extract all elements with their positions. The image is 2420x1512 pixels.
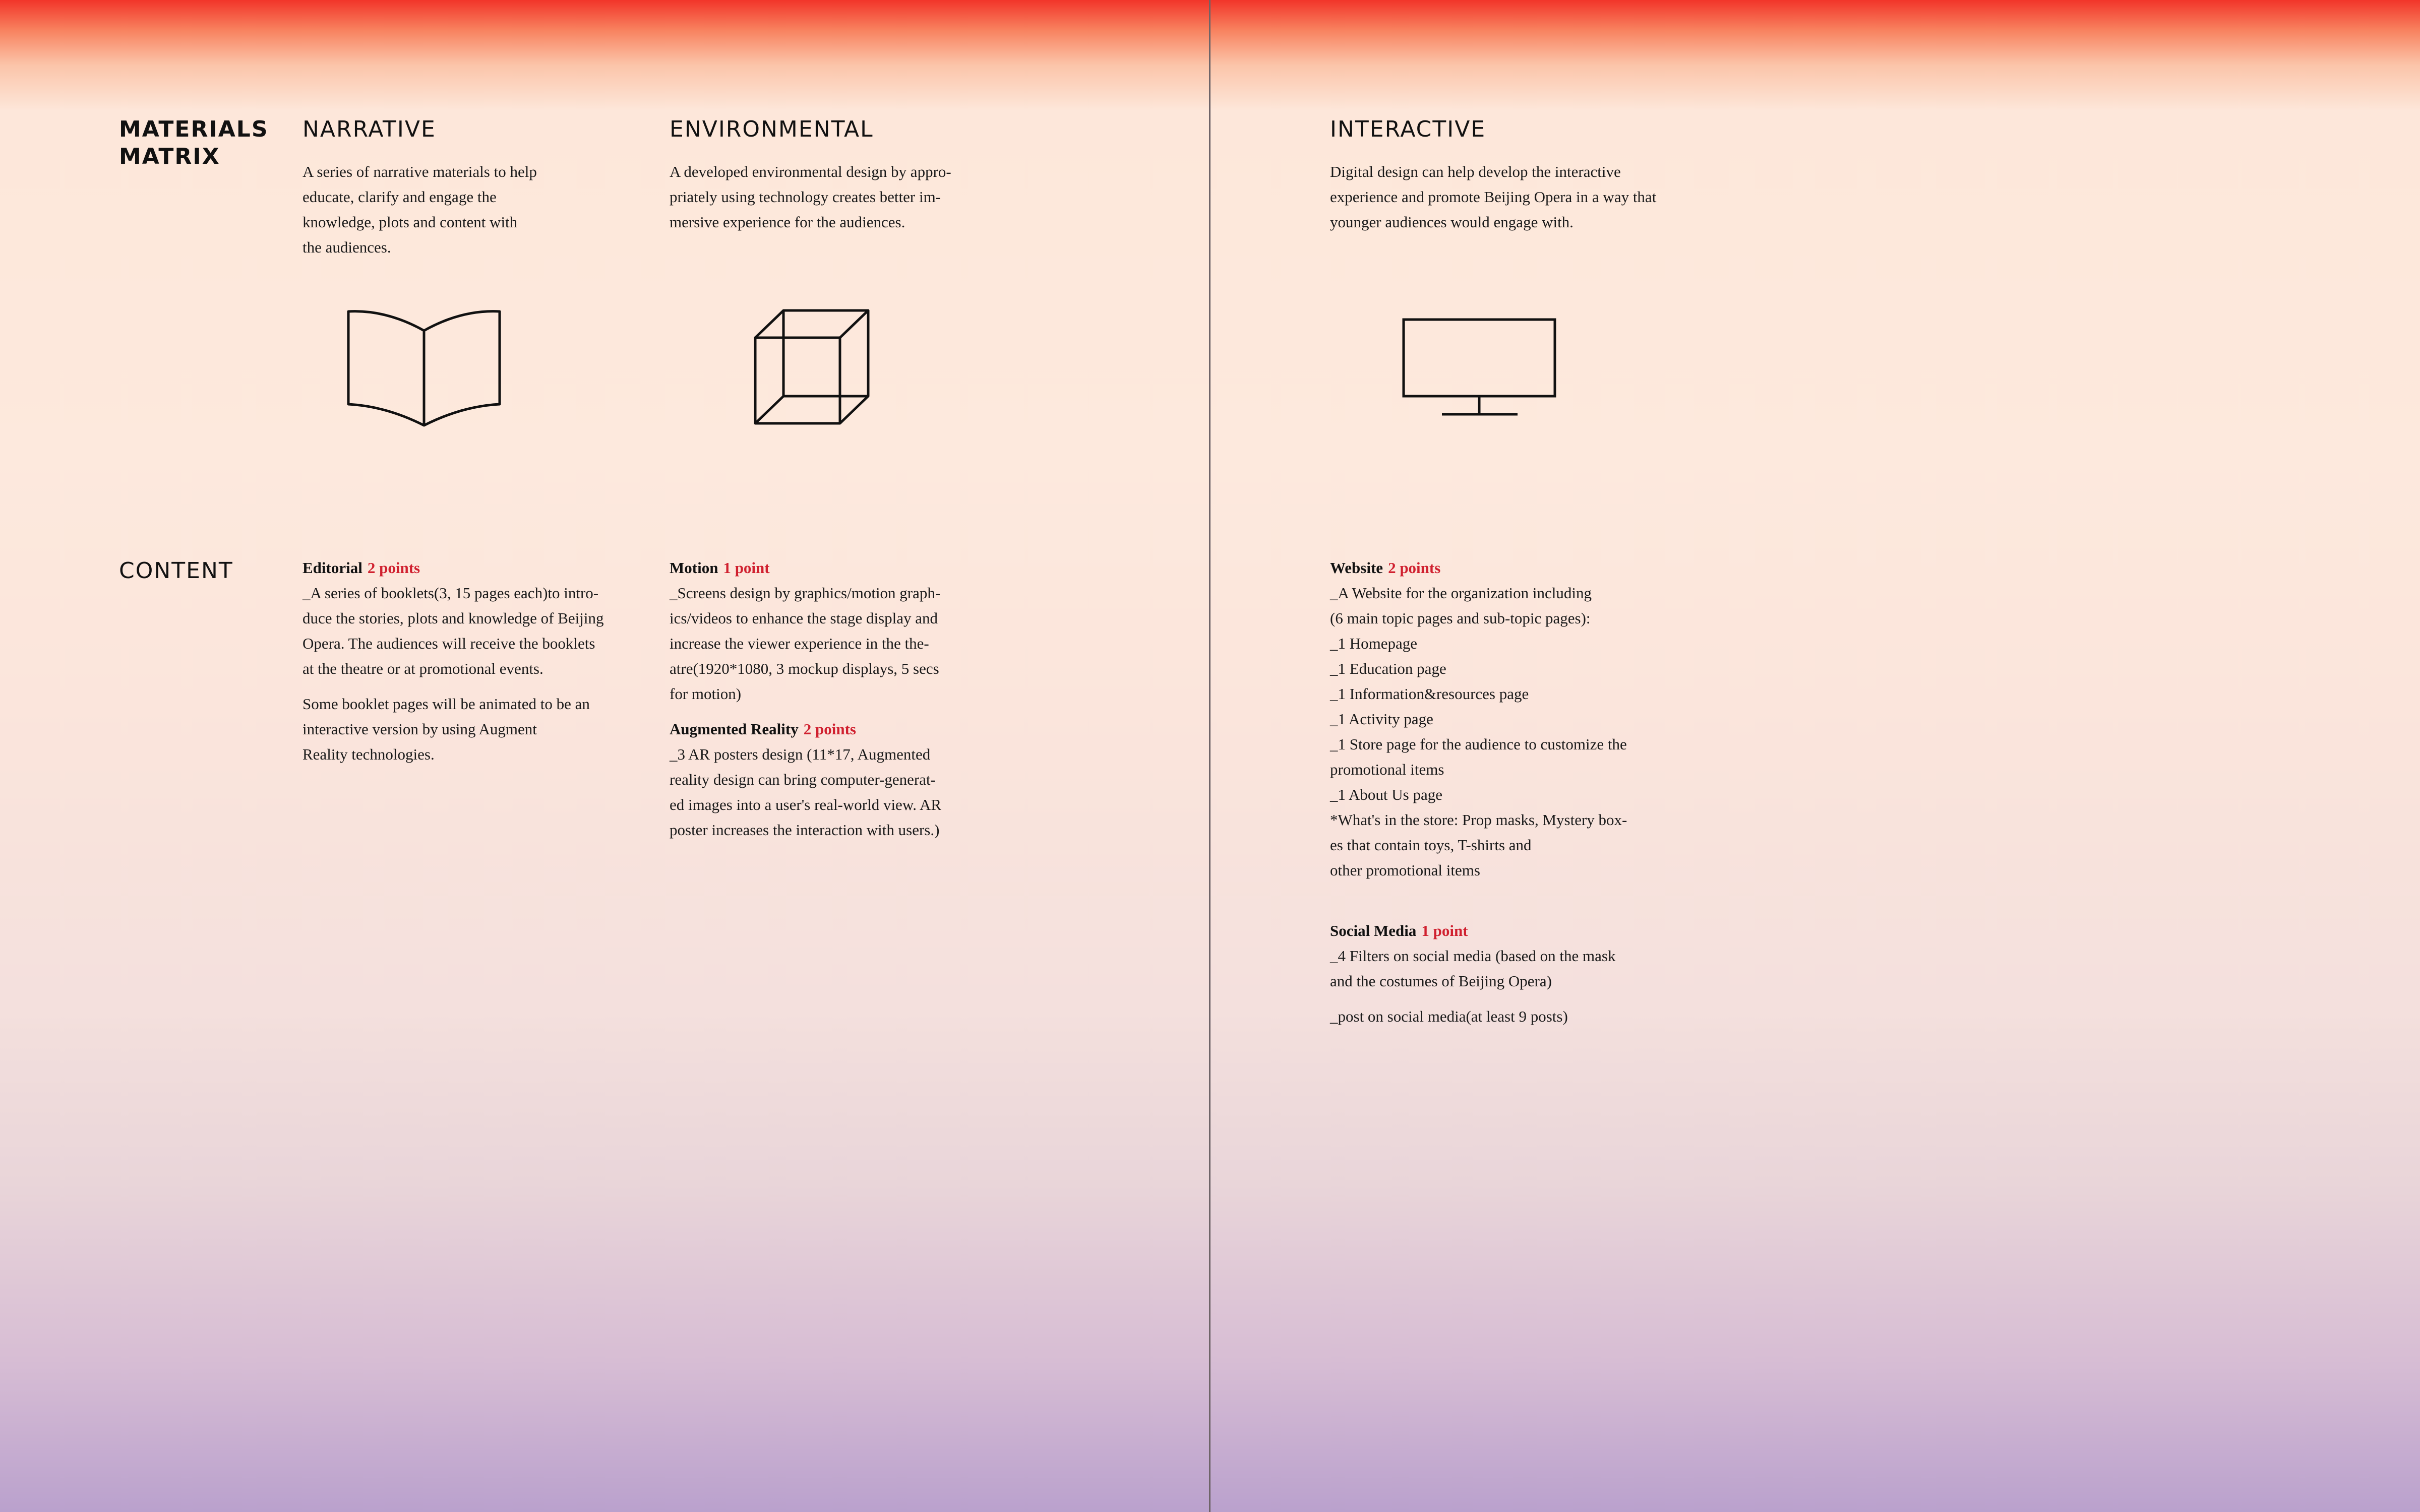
ar-line: ed images into a user's real-world view. AR (670, 796, 942, 813)
editorial-line: Reality technologies. (302, 745, 435, 763)
motion-title: Motion (670, 559, 718, 577)
ar-line: _3 AR posters design (11*17, Augmented (670, 745, 931, 763)
motion-points: 1 point (723, 559, 770, 577)
social-media-line: _4 Filters on social media (based on the mask (1330, 947, 1616, 965)
website-line: _A Website for the organization including (1330, 584, 1592, 602)
narrative-desc-line: A series of narrative materials to help (302, 163, 537, 180)
motion-section (670, 555, 1033, 843)
matrix-title-line2: MATRIX (119, 144, 220, 169)
website-line: promotional items (1330, 761, 1444, 778)
narrative-desc-line: the audiences. (302, 238, 391, 256)
interactive-heading: INTERACTIVE (1330, 116, 1486, 142)
ar-title: Augmented Reality (670, 720, 799, 738)
editorial-section (302, 555, 666, 767)
page-fold-divider (1209, 0, 1211, 1512)
website-section (1330, 555, 1743, 1029)
interactive-desc-line: experience and promote Beijing Opera in a way that (1330, 188, 1657, 206)
environmental-desc-line: priately using technology creates better im- (670, 188, 941, 206)
motion-line: _Screens design by graphics/motion graph- (670, 584, 941, 602)
website-line: _1 About Us page (1330, 786, 1443, 803)
website-line: _1 Activity page (1330, 710, 1433, 728)
website-points: 2 points (1388, 559, 1441, 577)
environmental-desc-line: mersive experience for the audiences. (670, 213, 905, 231)
editorial-line: Some booklet pages will be animated to be an (302, 695, 590, 713)
editorial-line: Opera. The audiences will receive the booklets (302, 635, 595, 652)
website-line: es that contain toys, T-shirts and (1330, 836, 1532, 854)
motion-line: atre(1920*1080, 3 mockup displays, 5 secs (670, 660, 939, 677)
social-media-points: 1 point (1421, 922, 1468, 939)
website-line: *What's in the store: Prop masks, Mystery box- (1330, 811, 1627, 829)
interactive-desc-line: younger audiences would engage with. (1330, 213, 1574, 231)
ar-line: reality design can bring computer-generat- (670, 771, 936, 788)
interactive-description (1330, 159, 1733, 235)
content-label: CONTENT (119, 558, 233, 584)
editorial-title: Editorial (302, 559, 362, 577)
social-media-line: _post on social media(at least 9 posts) (1330, 1007, 1568, 1025)
editorial-line: at the theatre or at promotional events. (302, 660, 543, 677)
website-line: _1 Information&resources page (1330, 685, 1529, 703)
website-line: _1 Education page (1330, 660, 1446, 677)
website-line: _1 Homepage (1330, 635, 1418, 652)
social-media-title: Social Media (1330, 922, 1417, 939)
environmental-heading: ENVIRONMENTAL (670, 116, 874, 142)
editorial-line: interactive version by using Augment (302, 720, 537, 738)
matrix-title (119, 116, 269, 170)
motion-line: increase the viewer experience in the the- (670, 635, 929, 652)
social-media-line: and the costumes of Beijing Opera) (1330, 972, 1552, 990)
narrative-heading: NARRATIVE (302, 116, 436, 142)
open-book-icon (346, 308, 502, 429)
website-line: other promotional items (1330, 861, 1480, 879)
environmental-desc-line: A developed environmental design by appro- (670, 163, 951, 180)
narrative-desc-line: knowledge, plots and content with (302, 213, 518, 231)
matrix-title-line1: MATERIALS (119, 116, 269, 142)
interactive-desc-line: Digital design can help develop the interactive (1330, 163, 1621, 180)
motion-line: for motion) (670, 685, 742, 703)
motion-line: ics/videos to enhance the stage display and (670, 609, 938, 627)
narrative-desc-line: educate, clarify and engage the (302, 188, 497, 206)
editorial-line: duce the stories, plots and knowledge of Beijing (302, 609, 604, 627)
environmental-description (670, 159, 1022, 235)
ar-points: 2 points (803, 720, 856, 738)
narrative-description (302, 159, 625, 260)
wireframe-cube-icon (753, 308, 874, 429)
editorial-points: 2 points (367, 559, 420, 577)
website-line: (6 main topic pages and sub-topic pages): (1330, 609, 1591, 627)
website-line: _1 Store page for the audience to customize the (1330, 735, 1627, 753)
website-title: Website (1330, 559, 1383, 577)
monitor-icon (1402, 318, 1558, 418)
editorial-line: _A series of booklets(3, 15 pages each)to intro- (302, 584, 599, 602)
ar-line: poster increases the interaction with users.) (670, 821, 940, 839)
